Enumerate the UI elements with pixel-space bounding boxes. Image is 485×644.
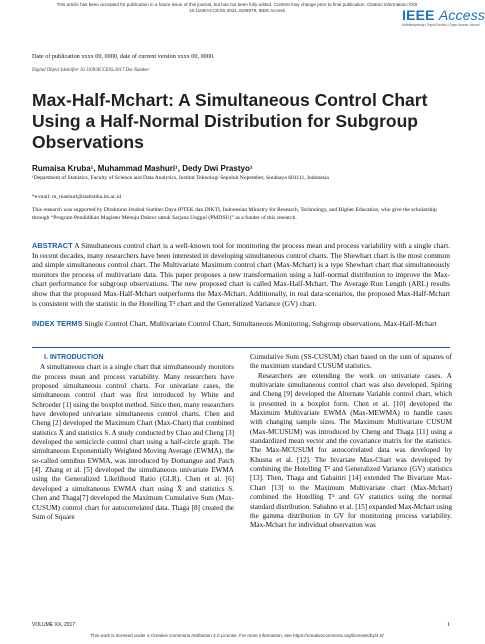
doi-line: Digital Object Identifier 10.1109/ACCESS.2017.Doi Number: [32, 68, 150, 73]
volume-footer: VOLUME XX, 2017: [32, 622, 76, 628]
license-footer: This work is licensed under a Creative Commons Attribution 4.0 License. For more information, see https://creativecommons.org/licenses/by/4.0/: [90, 633, 384, 638]
left-column: [32, 353, 234, 522]
journal-logo: [402, 7, 485, 28]
abstract-text: A Simultaneous control chart is a well-known tool for monitoring the process mean and process variability with a single chart. In recent decades, many researchers have been interested in developing simultaneous control charts. The Shewhart chart is the most common and simple simultaneous control chart. The Multivariate Maximum control chart (Max-Mchart) is a type Shewhart chart that simultaneously monitors the process of multivariate data. This paper proposes a new transformation using a half-normal distribution to improve the Max-chart performance for subgroup observations. The new proposed chart is called Max-Half-Mchart. The Average Run Length (ARL) results show that the proposed Max-Half-Mchart outperforms the Max-Mchart. Additionally, in real data scenarios, the proposed Max-Half-Mchart is consistent with the statistic in the Hotelling T² chart and the Generalized Variance (GV) chart.: [32, 241, 450, 308]
banner-line-2: 10.1109/ACCESS.2021.3106879, IEEE Access: [189, 8, 285, 13]
page-number: 1: [447, 622, 450, 628]
affiliation: ¹Department of Statistics, Faculty of Science and Data Analytics, Institut Teknologi Sepuluh Nopember, Surabaya 601111, Indonesia: [32, 175, 329, 181]
right-column: [250, 353, 452, 531]
banner-line-1: This article has been accepted for publication in a future issue of this journal, but has not been fully edited. Content may change prior to final publication. Citation information: DOI: [56, 2, 418, 7]
index-terms-text: Single Control Chart, Multivariate Control Chart, Simultaneous Monitoring, Subgroup observations, Max-Half-Mchart: [84, 319, 437, 328]
abstract: [32, 241, 450, 308]
index-terms-heading: INDEX TERMS: [32, 319, 83, 328]
paper-title: Max-Half-Mchart: A Simultaneous Control Chart Using a Half-Normal Distribution for Subgroup Observations: [32, 90, 428, 152]
intro-paragraph-2: Researchers are extending the work on univariate cases. A multivariate simultaneous control chart was also developed. Spiring and Cheng [9] developed the Alternate Variable control chart, which is presented in a boxplot form. Chen et al. [10] developed the Maximum Multivariate EWMA (Max-MEWMA) to handle cases with changing sample sizes. The Maximum Multivariate CUSUM (Max-MCUSUM) was introduced by Cheng and Thaga [11] using a standardized mean vector and the covariance matrix for the statistics. The Max-MCUSUM for autocorrelated data was developed by Khusna et al. [12]. The bivariate Max-Chart was developed by combining the Hotelling T² and Generalized Variance (GV) statistics [13]. Then, Thaga and Gabaitiri [14] extended The Bivariate Max-Chart [13] to the Maximum Multivariate chart (Max-Mchart) combined the Hotelling T² and GV statistics using the normal standard distribution. Sabahno et al. [15] expanded Max-Mchart using the gamma distribution in GV for monitoring process variability. Max-Mchart for individual observation was: [250, 371, 453, 530]
logo-ieee-text: IEEE: [402, 7, 435, 23]
logo-tagline: Multidisciplinary | Rapid Review | Open Access Journal: [402, 23, 480, 27]
index-terms: [32, 319, 450, 329]
abstract-heading: ABSTRACT: [32, 241, 73, 250]
section-divider: [32, 347, 450, 348]
logo-access-text: Access: [438, 7, 485, 23]
corresponding-email: *e-mail: m_mashuri@statistika.its.ac.id: [32, 194, 122, 200]
section-heading: I. INTRODUCTION: [44, 354, 104, 361]
intro-paragraph-continued: Cumulative Sum (SS-CUSUM) chart based on the sum of squares of the maximum standard CUSUM statistics.: [250, 353, 452, 371]
funding-note: This research was supported by Direktorat Jendral Sumber Daya IPTEK dan DIKTI, Indonesian Ministry for Research, Technology, and Higher Education, who give the scholarship through “Program Pendidikan Magister Menuju Doktor untuk Sarjana Unggul (PMDSU)” as a funder of this research.: [32, 207, 437, 222]
intro-paragraph-1: A simultaneous chart is a single chart that simultaneously monitors the process mean and process variability. Many researchers have proposed simultaneous control charts. For univariate cases, the simultaneous control chart was first introduced by White and Schroeder [1] using the boxplot method. Since then, many researchers have developed univariate simultaneous control charts. Chen and Cheng [2] developed the Maximum Chart (Max-Chart) that combined statistics X̄ and statistics S. A study conducted by Chao and Cheng [3] developed the semicircle control chart using a half-circle graph. The simultaneous Exponentially Weighted Moving Average (EWMA), the so-called omnibus EWMA, was introduced by Domangue and Patch [4]. Zhang et al. [5] developed the simultaneous univariate EWMA using the Generalized Likelihood Ratio (GLR). Chen et al. [6] developed a simultaneous EWMA chart using X̄ and statistics S. Chen and Thaga[7] developed the Maximum Cumulative Sum (Max-CUSUM) control chart for autocorrelated data. Thaga [8] created the Sum of Square: [32, 363, 234, 521]
author-list: Rumaisa Kruba¹, Muhammad Mashuri¹, Dedy Dwi Prastyo¹: [32, 164, 253, 173]
publication-dates: Date of publication xxxx 00, 0000, date of current version xxxx 00, 0000.: [32, 53, 215, 60]
